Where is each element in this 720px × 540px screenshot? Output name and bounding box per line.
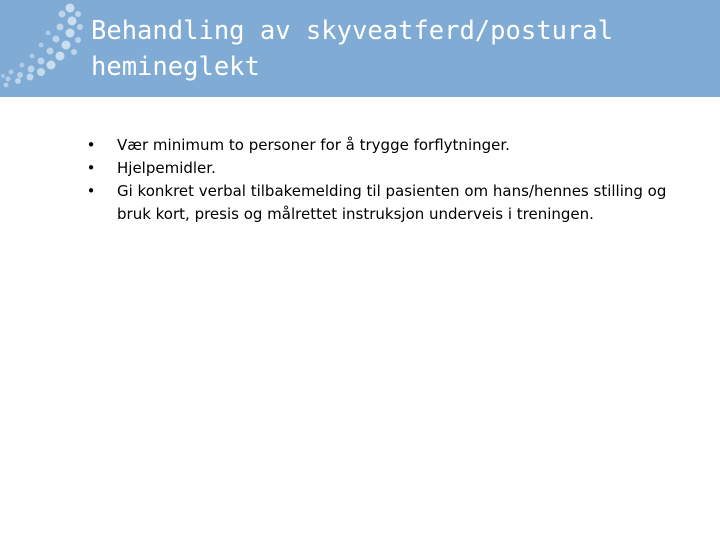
bullet-text: Hjelpemidler. <box>117 159 216 177</box>
bullet-item <box>84 157 694 180</box>
bullet-marker-icon: • <box>86 159 96 177</box>
bullet-item <box>84 180 694 226</box>
bullet-list <box>84 134 694 226</box>
slide-title: Behandling av skyveatferd/postural hemineglekt <box>91 16 613 82</box>
bullet-marker-icon: • <box>86 136 96 154</box>
title-banner <box>0 0 720 97</box>
bullet-marker-icon: • <box>86 182 96 200</box>
bullet-text: Gi konkret verbal tilbakemelding til pasienten om hans/hennes stilling og bruk kort, presis og målrettet instruksjon underveis i treningen. <box>117 182 667 223</box>
decorative-dots-icon <box>0 0 90 97</box>
bullet-item <box>84 134 694 157</box>
bullet-text: Vær minimum to personer for å trygge forflytninger. <box>117 136 510 154</box>
